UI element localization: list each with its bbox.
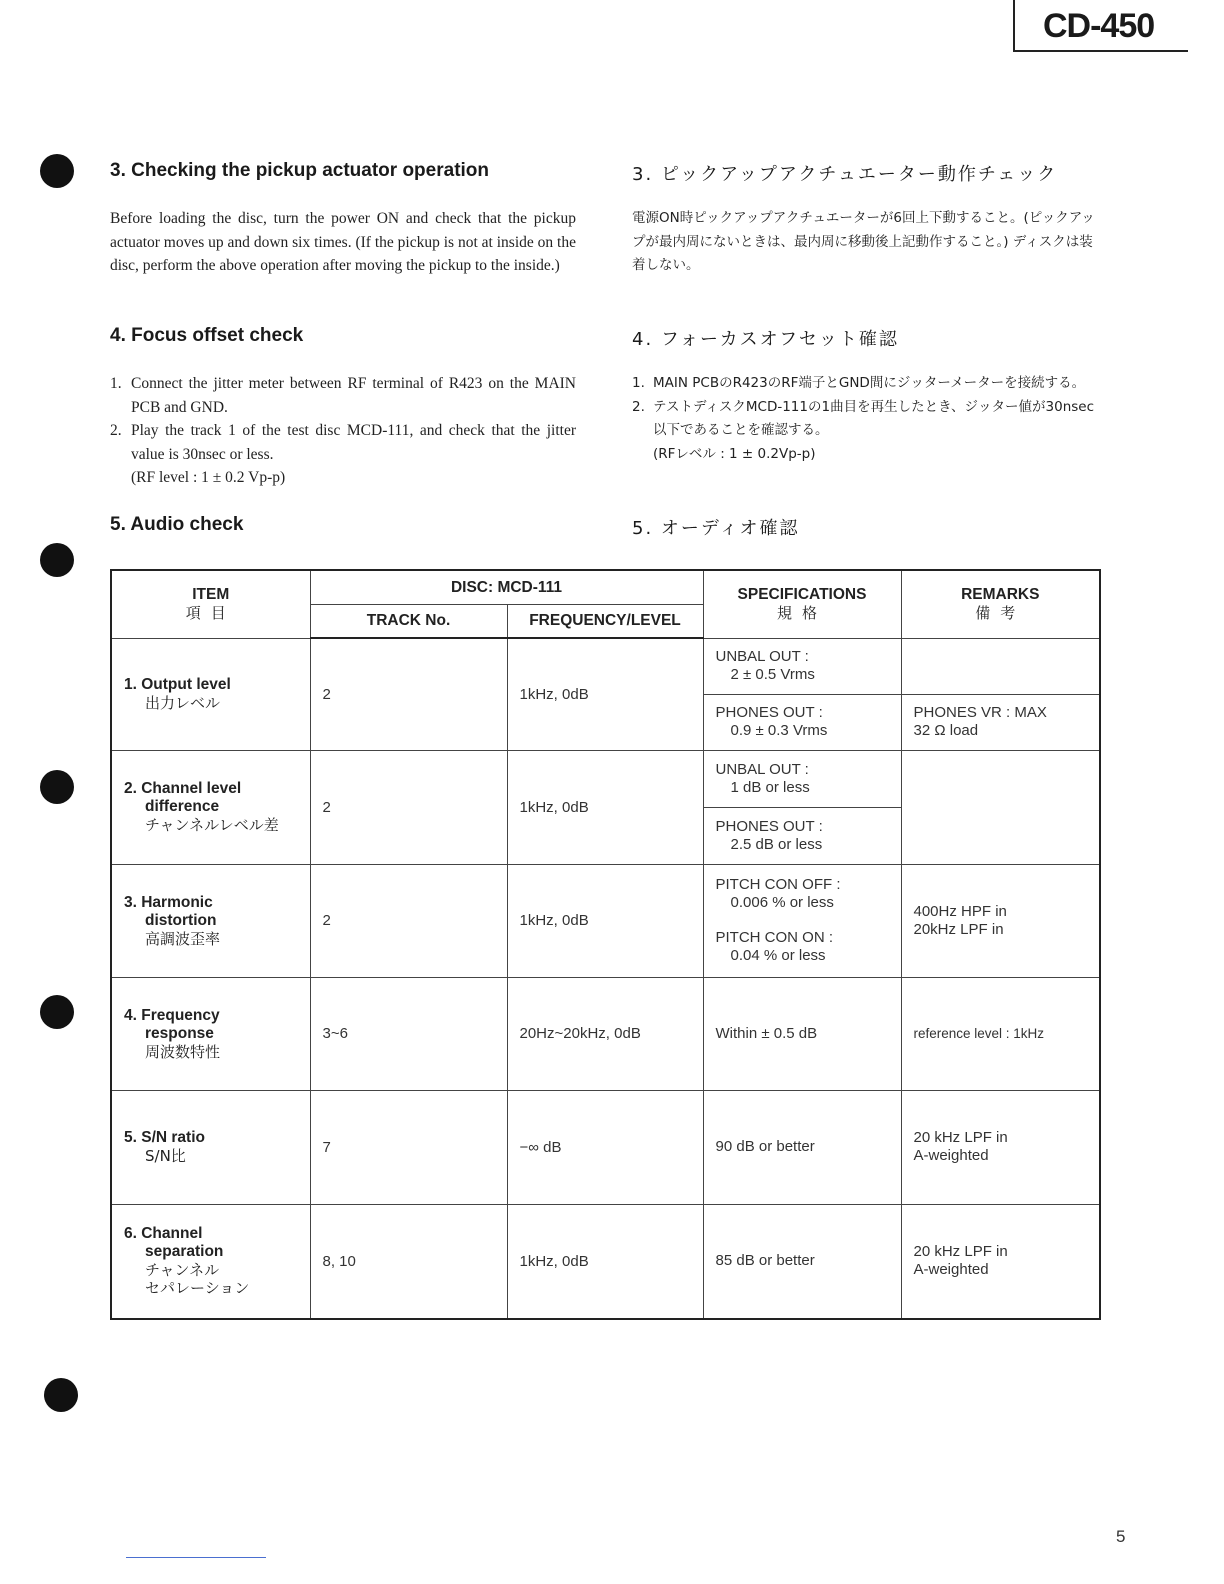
header-item-en: ITEM: [192, 586, 230, 604]
spec-label: PITCH CON ON :: [715, 929, 834, 946]
focus-steps-en: [110, 372, 576, 490]
spec-cell: [703, 638, 901, 694]
frequency-cell: 1kHz, 0dB: [507, 750, 703, 864]
header-spec-en: SPECIFICATIONS: [737, 586, 867, 604]
remark-line: A-weighted: [913, 1147, 989, 1164]
step-text: テストディスクMCD-111の1曲目を再生したとき、ジッター値が30nsec以下であることを確認する。: [653, 398, 1095, 438]
spec-cell: [703, 1204, 901, 1319]
spec-cell: [703, 750, 901, 807]
remark-line: PHONES VR : MAX: [913, 704, 1047, 721]
remarks-cell: [901, 1090, 1100, 1204]
remarks-cell: [901, 1204, 1100, 1319]
item-name-jp: 出力レベル: [145, 694, 221, 712]
step-text: MAIN PCBのR423のRF端子とGND間にジッターメーターを接続する。: [653, 375, 1086, 391]
list-item: [632, 396, 1100, 467]
step-number: 1.: [110, 375, 122, 392]
spec-value: 1 dB or less: [730, 778, 810, 796]
remark-line: reference level : 1kHz: [913, 1025, 1045, 1041]
remark-line: 20 kHz LPF in: [913, 1243, 1008, 1261]
item-name-jp: チャンネル: [145, 1261, 220, 1280]
header-item-jp: 項目: [185, 604, 236, 623]
item-name-en: 3. Harmonic: [124, 893, 213, 911]
table-row: [111, 638, 1100, 694]
step-text: Connect the jitter meter between RF terminal of R423 on the MAIN PCB and GND.: [131, 375, 576, 416]
item-cell: [111, 750, 310, 864]
remark-line: 400Hz HPF in: [913, 902, 1007, 920]
focus-steps-jp: [632, 372, 1100, 466]
step-note: (RFレベル : 1 ± 0.2Vp-p): [653, 445, 816, 462]
track-cell: 2: [310, 750, 507, 864]
item-cell: [111, 864, 310, 977]
spec-value: 2 ± 0.5 Vrms: [730, 666, 815, 683]
step-number: 2.: [632, 398, 645, 415]
item-name-en: response: [145, 1024, 214, 1042]
spec-value: 90 dB or better: [715, 1138, 815, 1155]
header-remarks-jp: 備考: [975, 604, 1026, 623]
header-track: TRACK No.: [310, 604, 507, 638]
header-item: [111, 570, 310, 638]
header-disc: DISC: MCD-111: [310, 570, 703, 604]
spec-cell: [703, 807, 901, 864]
remark-line: 20 kHz LPF in: [913, 1129, 1008, 1146]
list-item: [110, 419, 576, 490]
header-remarks-en: REMARKS: [961, 586, 1040, 604]
table-row: [111, 864, 1100, 977]
section-3-title-jp: 3. ピックアップアクチュエーター動作チェック: [632, 164, 1058, 185]
frequency-cell: 1kHz, 0dB: [507, 638, 703, 750]
track-cell: 7: [310, 1090, 507, 1204]
spec-cell: [703, 694, 901, 750]
spec-value: 0.006 % or less: [730, 894, 834, 911]
table-row: [111, 1090, 1100, 1204]
spec-value: Within ± 0.5 dB: [715, 1024, 818, 1042]
step-number: 2.: [110, 422, 122, 439]
remark-line: 32 Ω load: [913, 722, 979, 739]
remarks-cell: [901, 638, 1100, 694]
item-name-jp: セパレーション: [145, 1279, 250, 1298]
model-number: CD-450: [1013, 0, 1188, 52]
header-spec: [703, 570, 901, 638]
spec-cell: [703, 977, 901, 1090]
item-name-en: 1. Output level: [124, 676, 231, 693]
spec-label: PHONES OUT :: [715, 817, 823, 835]
section-3-title-en: 3. Checking the pickup actuator operation: [110, 160, 490, 181]
item-name-en: 5. S/N ratio: [124, 1129, 205, 1146]
list-item: [632, 372, 1100, 396]
remark-line: A-weighted: [913, 1261, 989, 1279]
section-3-body-en: Before loading the disc, turn the power ON and check that the pickup actuator moves up and down six times. (If the pickup is not at inside on the disc, perform the above operation after moving the pickup to the inside.): [110, 210, 576, 274]
page-number: 5: [1116, 1527, 1126, 1546]
spec-value: 85 dB or better: [715, 1252, 815, 1270]
remark-line: 20kHz LPF in: [913, 920, 1004, 938]
spec-value: 0.04 % or less: [730, 947, 826, 964]
binder-hole-1: [40, 154, 74, 188]
spec-label: UNBAL OUT :: [715, 648, 809, 665]
item-name-jp: 周波数特性: [145, 1042, 221, 1061]
step-number: 1.: [632, 375, 645, 391]
spec-value: 0.9 ± 0.3 Vrms: [730, 722, 828, 739]
list-item: [110, 372, 576, 419]
step-note: (RF level : 1 ± 0.2 Vp-p): [131, 469, 286, 486]
track-cell: 8, 10: [310, 1204, 507, 1319]
step-text: Play the track 1 of the test disc MCD-111, and check that the jitter value is 30nsec or less.: [131, 422, 576, 463]
binder-hole-4: [40, 995, 74, 1029]
remarks-cell: [901, 977, 1100, 1090]
item-name-en: 4. Frequency: [124, 1006, 220, 1024]
header-frequency: FREQUENCY/LEVEL: [507, 604, 703, 638]
spec-cell: [703, 1090, 901, 1204]
remarks-cell: [901, 750, 1100, 864]
binder-hole-3: [40, 770, 74, 804]
item-name-en: difference: [145, 798, 220, 815]
remarks-cell: [901, 694, 1100, 750]
header-remarks: [901, 570, 1100, 638]
section-4-title-en: 4. Focus offset check: [110, 325, 304, 346]
item-cell: [111, 638, 310, 750]
frequency-cell: −∞ dB: [507, 1090, 703, 1204]
item-cell: [111, 977, 310, 1090]
track-cell: 3~6: [310, 977, 507, 1090]
item-name-jp: 高調波歪率: [145, 929, 221, 948]
binder-hole-5: [44, 1378, 78, 1412]
section-4-title-jp: 4. フォーカスオフセット確認: [632, 329, 899, 350]
frequency-cell: 20Hz~20kHz, 0dB: [507, 977, 703, 1090]
table-row: [111, 750, 1100, 807]
section-3-body-jp: 電源ON時ピックアップアクチュエーターが6回上下動すること。(ピックアップが最内周にないときは、最内周に移動後上記動作すること。) ディスクは装着しない。: [632, 210, 1095, 273]
item-name-jp: チャンネルレベル差: [145, 816, 279, 834]
spec-cell: [703, 864, 901, 977]
footer-divider: [126, 1557, 266, 1558]
frequency-cell: 1kHz, 0dB: [507, 864, 703, 977]
spec-label: PHONES OUT :: [715, 704, 823, 721]
item-name-en: distortion: [145, 911, 217, 929]
track-cell: 2: [310, 638, 507, 750]
section-5-title-en: 5. Audio check: [110, 514, 244, 535]
table-row: [111, 977, 1100, 1090]
item-cell: [111, 1090, 310, 1204]
header-spec-jp: 規格: [776, 604, 827, 623]
item-name-jp: S/N比: [145, 1147, 186, 1165]
section-5-title-jp: 5. オーディオ確認: [632, 518, 800, 539]
binder-hole-2: [40, 543, 74, 577]
spec-value: 2.5 dB or less: [730, 835, 823, 853]
frequency-cell: 1kHz, 0dB: [507, 1204, 703, 1319]
item-cell: [111, 1204, 310, 1319]
item-name-en: 2. Channel level: [124, 780, 242, 797]
spec-label: UNBAL OUT :: [715, 760, 809, 778]
item-name-en: separation: [145, 1243, 224, 1261]
table-row: [111, 1204, 1100, 1319]
remarks-cell: [901, 864, 1100, 977]
spec-label: PITCH CON OFF :: [715, 876, 841, 893]
track-cell: 2: [310, 864, 507, 977]
audio-check-table: [110, 569, 1101, 1320]
item-name-en: 6. Channel: [124, 1225, 203, 1243]
